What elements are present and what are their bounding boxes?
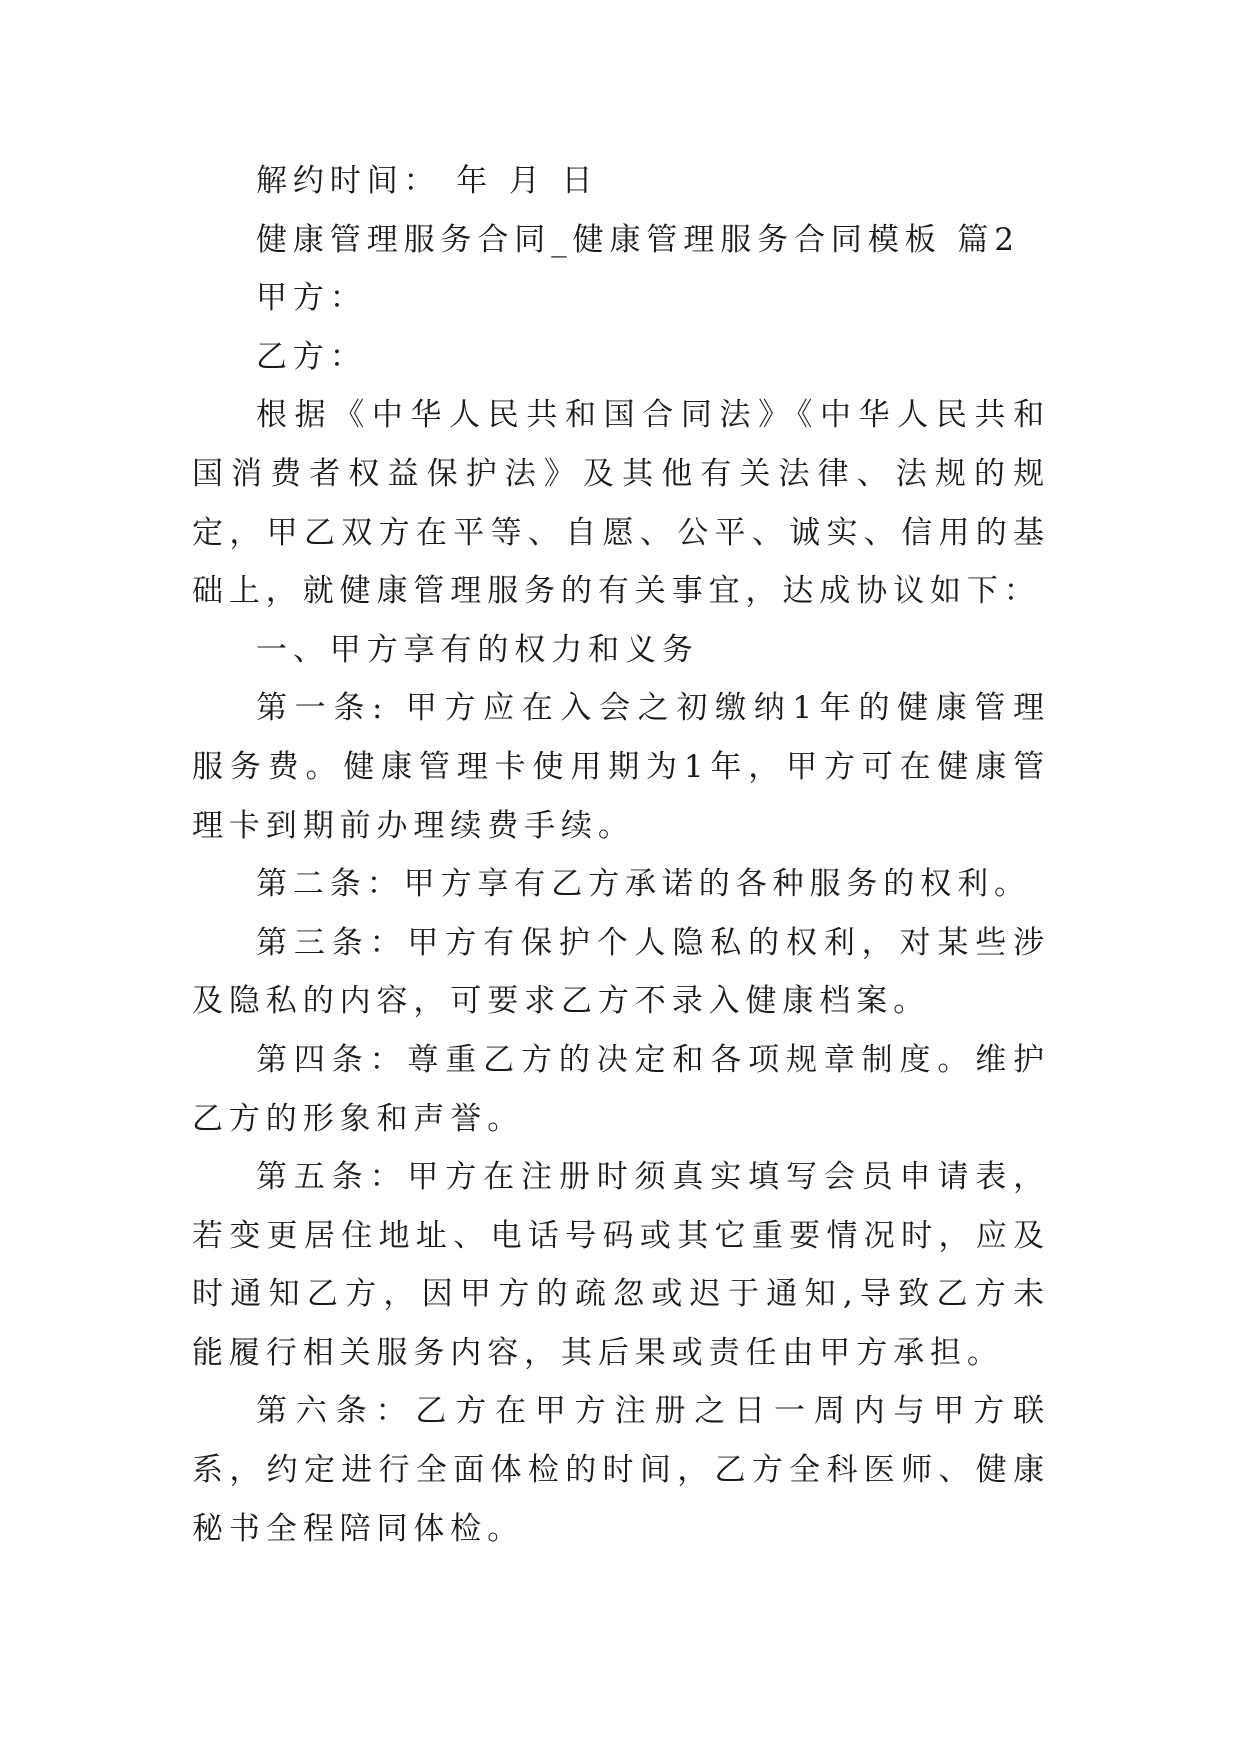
article-3: 第三条：甲方有保护个人隐私的权利，对某些涉及隐私的内容，可要求乙方不录入健康档案。 [192,924,1050,1020]
party-a-line: 甲方： [256,280,367,317]
article-1: 第一条: 甲方应在入会之初缴纳1年的健康管理服务费。健康管理卡使用期为1年，甲方可在健康管理卡到期前办理续费手续。 [192,690,1050,844]
article-6: 第六条：乙方在甲方注册之日一周内与甲方联系，约定进行全面体检的时间，乙方全科医师、健康秘书全程陪同体检。 [192,1393,1050,1547]
article-5: 第五条：甲方在注册时须真实填写会员申请表，若变更居住地址、电话号码或其它重要情况时，应及时通知乙方，因甲方的疏忽或迟于通知,导致乙方未能履行相关服务内容，其后果或责任由甲方承担。 [192,1159,1050,1371]
article-2: 第二条：甲方享有乙方承诺的各种服务的权利。 [256,866,1031,903]
termination-date-line: 解约时间： 年 月 日 [256,163,599,199]
document-body [192,152,1050,1558]
article-4: 第四条：尊重乙方的决定和各项规章制度。维护乙方的形象和声誉。 [192,1041,1050,1137]
section-heading: 一、甲方享有的权力和义务 [256,631,699,668]
party-b-line: 乙方： [256,338,367,375]
preamble-paragraph: 根据《中华人民共和国合同法》《中华人民共和国消费者权益保护法》及其他有关法律、法规的规定，甲乙双方在平等、自愿、公平、诚实、信用的基础上，就健康管理服务的有关事宜，达成协议如下： [192,397,1050,610]
contract-title: 健康管理服务合同_健康管理服务合同模板 篇2 [256,221,1020,258]
